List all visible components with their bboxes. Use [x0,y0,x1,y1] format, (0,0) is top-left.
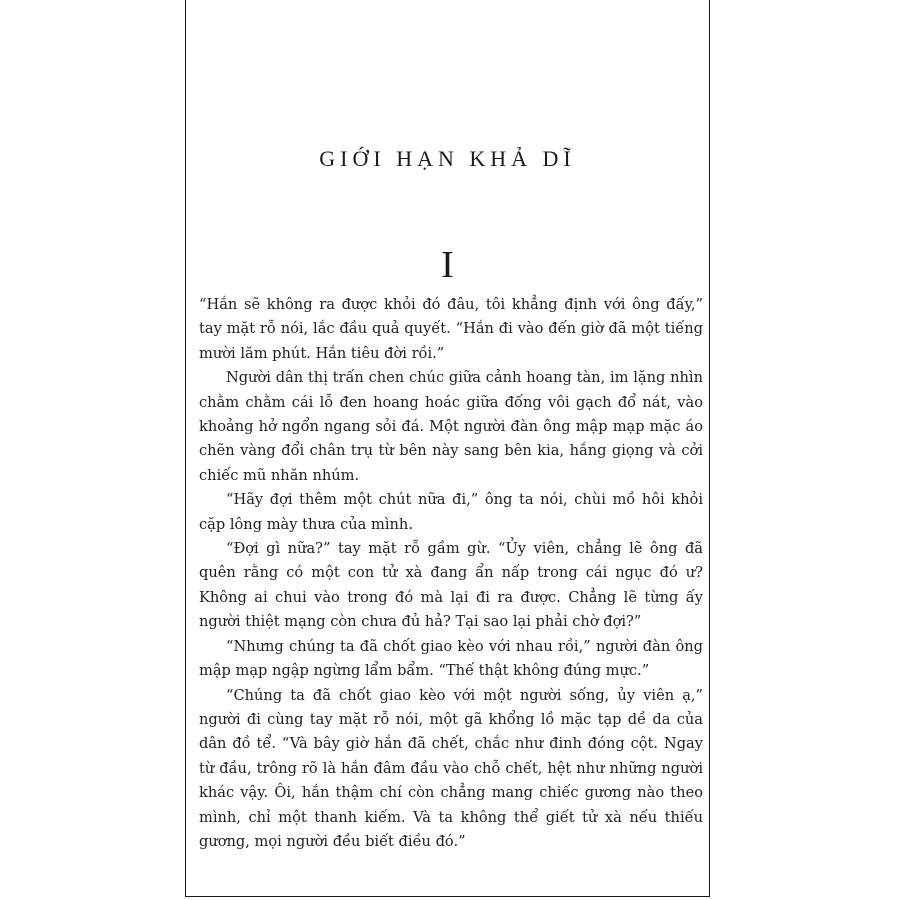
paragraph: “Hãy đợi thêm một chút nữa đi,” ông ta nói, chùi mồ hôi khỏi cặp lông mày thưa của mình. [199,491,703,533]
paragraph: “Hắn sẽ không ra được khỏi đó đâu, tôi khẳng định với ông đấy,” tay mặt rỗ nói, lắc đầu quả quyết. “Hắn đi vào đến giờ đã một tiếng mười lăm phút. Hắn tiêu đời rồi.” [199,296,703,362]
book-page [185,0,710,897]
paragraph: “Nhưng chúng ta đã chốt giao kèo với nhau rồi,” người đàn ông mập mạp ngập ngừng lẩm bẩm. “Thế thật không đúng mực.” [199,637,703,680]
paragraph: “Chúng ta đã chốt giao kèo với một người sống, ủy viên ạ,” người đi cùng tay mặt rỗ nói, một gã khổng lồ mặc tạp dề da của dân đồ tể. “Và bây giờ hắn đã chết, chắc như đinh đóng cột. Ngay từ đầu, trông rõ là hắn đâm đầu vào chỗ chết, hệt như những người khác vậy. Ôi, hắn thậm chí còn chẳng mang chiếc gương nào theo mình, chỉ một thanh kiếm. Và ta không thể giết tử xà nếu thiếu gương, mọi người đều biết điều đó.” [199,686,703,850]
body-text [199,293,703,854]
paragraph: “Đợi gì nữa?” tay mặt rỗ gầm gừ. “Ủy viên, chẳng lẽ ông đã quên rằng có một con tử xà đang ẩn nấp trong cái ngục đó ư? Không ai chui vào trong đó mà lại đi ra được. Chẳng lẽ từng ấy người thiệt mạng còn chưa đủ hả? Tại sao lại phải chờ đợi?” [199,540,703,631]
chapter-number: I [441,244,454,286]
paragraph: Người dân thị trấn chen chúc giữa cảnh hoang tàn, im lặng nhìn chằm chằm cái lỗ đen hoang hoác giữa đống vôi gạch đổ nát, vào khoảng hở ngổn ngang sỏi đá. Một người đàn ông mập mạp mặc áo chẽn vàng đổi chân trụ từ bên này sang bên kia, hắng giọng và cởi chiếc mũ nhăn nhúm. [199,369,703,484]
chapter-title: GIỚI HẠN KHẢ DĨ [319,146,576,171]
